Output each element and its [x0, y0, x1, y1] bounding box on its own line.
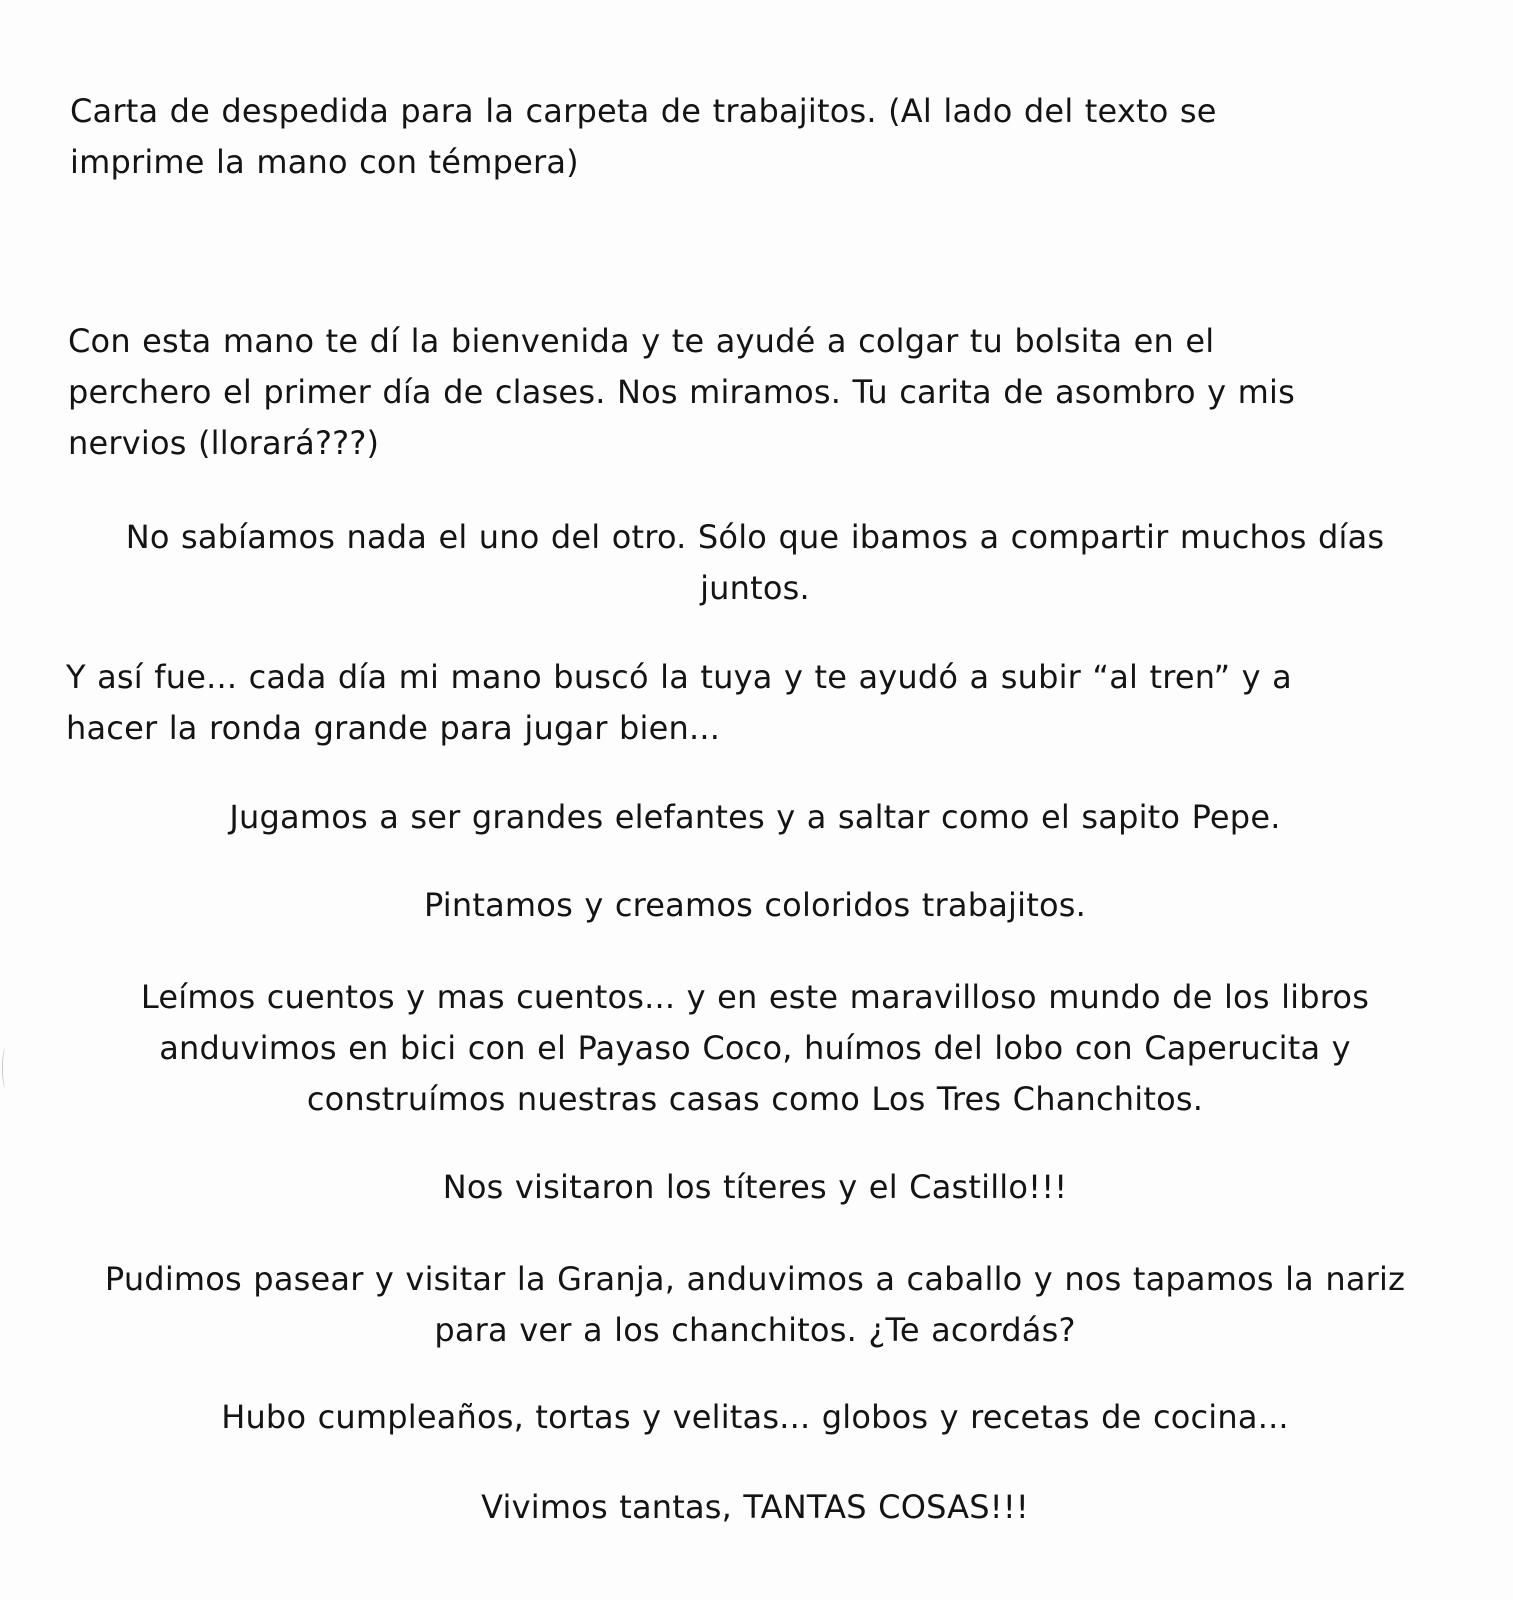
paragraph-painting: Pintamos y creamos coloridos trabajitos. [424, 886, 1086, 924]
intro-note: Carta de despedida para la carpeta de trabajitos. (Al lado del texto se imprime la mano con témpera) [70, 92, 1217, 181]
paragraph-elephants: Jugamos a ser grandes elefantes y a saltar como el sapito Pepe. [229, 798, 1281, 836]
paragraph-farm: Pudimos pasear y visitar la Granja, anduvimos a caballo y nos tapamos la nariz para ver a los chanchitos. ¿Te acordás? [104, 1260, 1406, 1349]
paragraph-strangers: No sabíamos nada el uno del otro. Sólo que ibamos a compartir muchos días juntos. [125, 518, 1385, 607]
scan-edge-mark [2, 1048, 9, 1088]
paragraph-puppets: Nos visitaron los títeres y el Castillo!!! [442, 1168, 1068, 1206]
paragraph-closing: Vivimos tantas, TANTAS COSAS!!! [481, 1488, 1029, 1526]
paragraph-welcome: Con esta mano te dí la bienvenida y te ayudé a colgar tu bolsita en el perchero el primer día de clases. Nos miramos. Tu carita de asombro y mis nervios (llorará???) [68, 322, 1295, 462]
paragraph-stories: Leímos cuentos y mas cuentos... y en este maravilloso mundo de los libros anduvimos en bici con el Payaso Coco, huímos del lobo con Caperucita y construímos nuestras casas como Los Tres Chanchitos. [140, 978, 1370, 1118]
paragraph-birthdays: Hubo cumpleaños, tortas y velitas... globos y recetas de cocina... [221, 1398, 1289, 1436]
paragraph-train: Y así fue... cada día mi mano buscó la tuya y te ayudó a subir “al tren” y a hacer la ronda grande para jugar bien... [66, 658, 1292, 747]
